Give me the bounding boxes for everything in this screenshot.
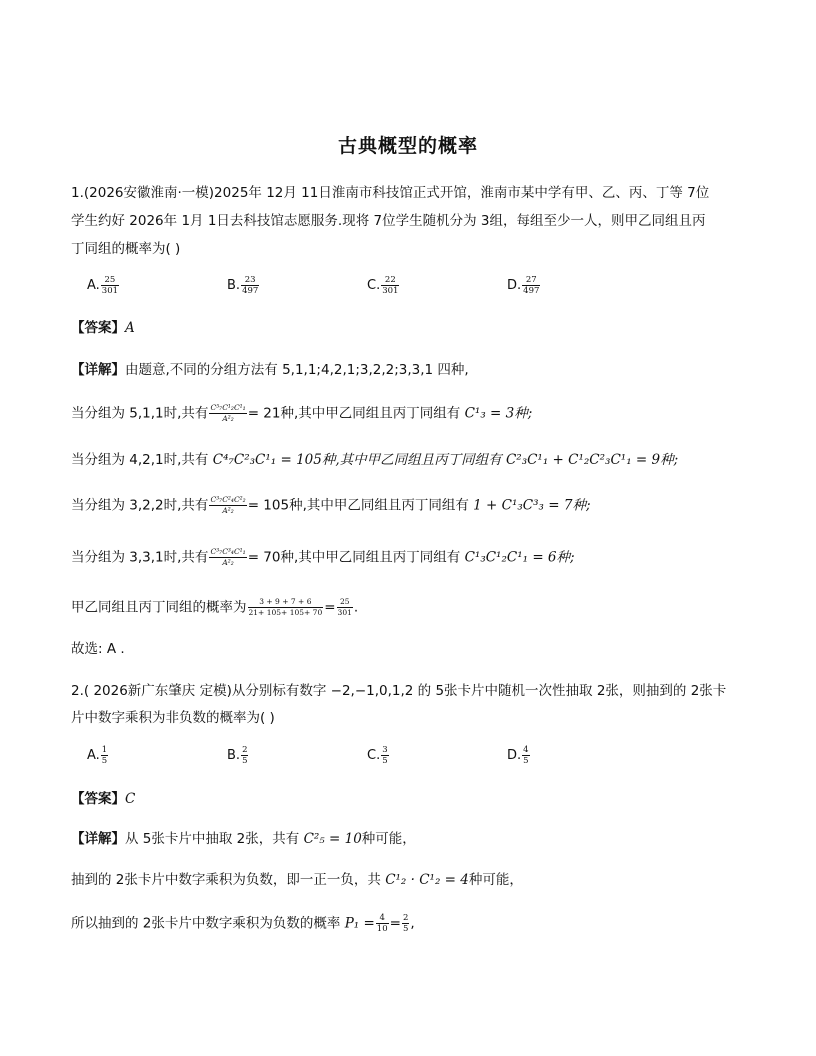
answer-tag: 【答案】 [71,791,125,807]
q1-detail: 【详解】由题意,不同的分组方法有 5,1,1;4,2,1;3,2,2;3,3,1 四种, [71,362,469,378]
detail-tag: 【详解】 [71,831,125,847]
q2-answer [71,789,751,809]
q1-line-2: 学生约好 2026年 1月 1日去科技馆志愿服务.现将 7位学生随机分为 3组，每组至少一人，则甲乙同组且丙 [71,213,706,229]
q1-case-1: 当分组为 5,1,1时,共有 $\frac{\text{C⁵₇C¹₂C¹₁}}{\text{A²₂}}$ = 21种,其中甲乙同组且丙丁同组有 C¹₃ = 3种; [71,403,533,423]
q1-probability: 甲乙同组且丙丁同组的概率为 $\frac{3 + 9 + 7 + 6}{21+ 105+ 105+ 70}$ = $\frac{25}{301}$ . [71,597,359,617]
q1-option-b[interactable]: B. $\frac{23}{497}$ [227,275,259,296]
answer-value: A [125,320,135,336]
q1-options [87,275,687,303]
answer-value: C [125,791,136,807]
q1-option-c[interactable]: C. $\frac{22}{301}$ [367,275,399,296]
q2-negative-count: 抽到的 2张卡片中数字乘积为负数，即一正一负，共 C¹₂ · C¹₂ = 4种可能， [71,872,523,888]
q2-option-b[interactable]: B. $\frac{2}{5}$ [227,745,248,766]
q2-option-d[interactable]: D. $\frac{4}{5}$ [507,745,529,766]
q1-option-a[interactable]: A. $\frac{25}{301}$ [87,275,119,296]
q2-negative-probability: 所以抽到的 2张卡片中数字乘积为负数的概率 P₁ = $\frac{4}{10}$ = $\frac{2}{5}$ , [71,913,415,934]
q2-line-1: 2.( 2026新广东肇庆 定模)从分别标有数字 −2,−1,0,1,2 的 5张卡片中随机一次性抽取 2张，则抽到的 2张卡 [71,683,727,699]
q1-case-2: 当分组为 4,2,1时,共有 C⁴₇C²₃C¹₁ = 105种,其中甲乙同组且丙丁同组有 C²₃C¹₁ + C¹₂C²₃C¹₁ = 9种; [71,452,679,468]
q1-case-3: 当分组为 3,2,2时,共有 $\frac{\text{C³₇C²₄C²₂}}{\text{A²₂}}$ = 105种,其中甲乙同组且丙丁同组有 1 + C¹₃C³₃ = 7种; [71,495,591,515]
q1-option-d[interactable]: D. $\frac{27}{497}$ [507,275,540,296]
q1-choose: 故选: A . [71,641,125,657]
q1-answer [71,318,751,338]
q1-case-4: 当分组为 3,3,1时,共有 $\frac{\text{C³₇C³₄C¹₁}}{\text{A²₂}}$ = 70种,其中甲乙同组且丙丁同组有 C¹₃C¹₂C¹₁ = 6种; [71,547,575,567]
q2-line-2: 片中数字乘积为非负数的概率为( ) [71,710,275,726]
q2-option-c[interactable]: C. $\frac{3}{5}$ [367,745,388,766]
q1-line-3: 丁同组的概率为( ) [71,241,181,257]
page-title: 古典概型的概率 [337,135,478,157]
q2-options [87,745,687,773]
answer-tag: 【答案】 [71,320,125,336]
q1-line-1: 1.(2026安徽淮南·一模)2025年 12月 11日淮南市科技馆正式开馆，淮南市某中学有甲、乙、丙、丁等 7位 [71,185,710,201]
q2-detail: 【详解】从 5张卡片中抽取 2张，共有 C²₅ = 10种可能， [71,831,416,847]
detail-tag: 【详解】 [71,362,125,378]
q2-option-a[interactable]: A. $\frac{1}{5}$ [87,745,108,766]
